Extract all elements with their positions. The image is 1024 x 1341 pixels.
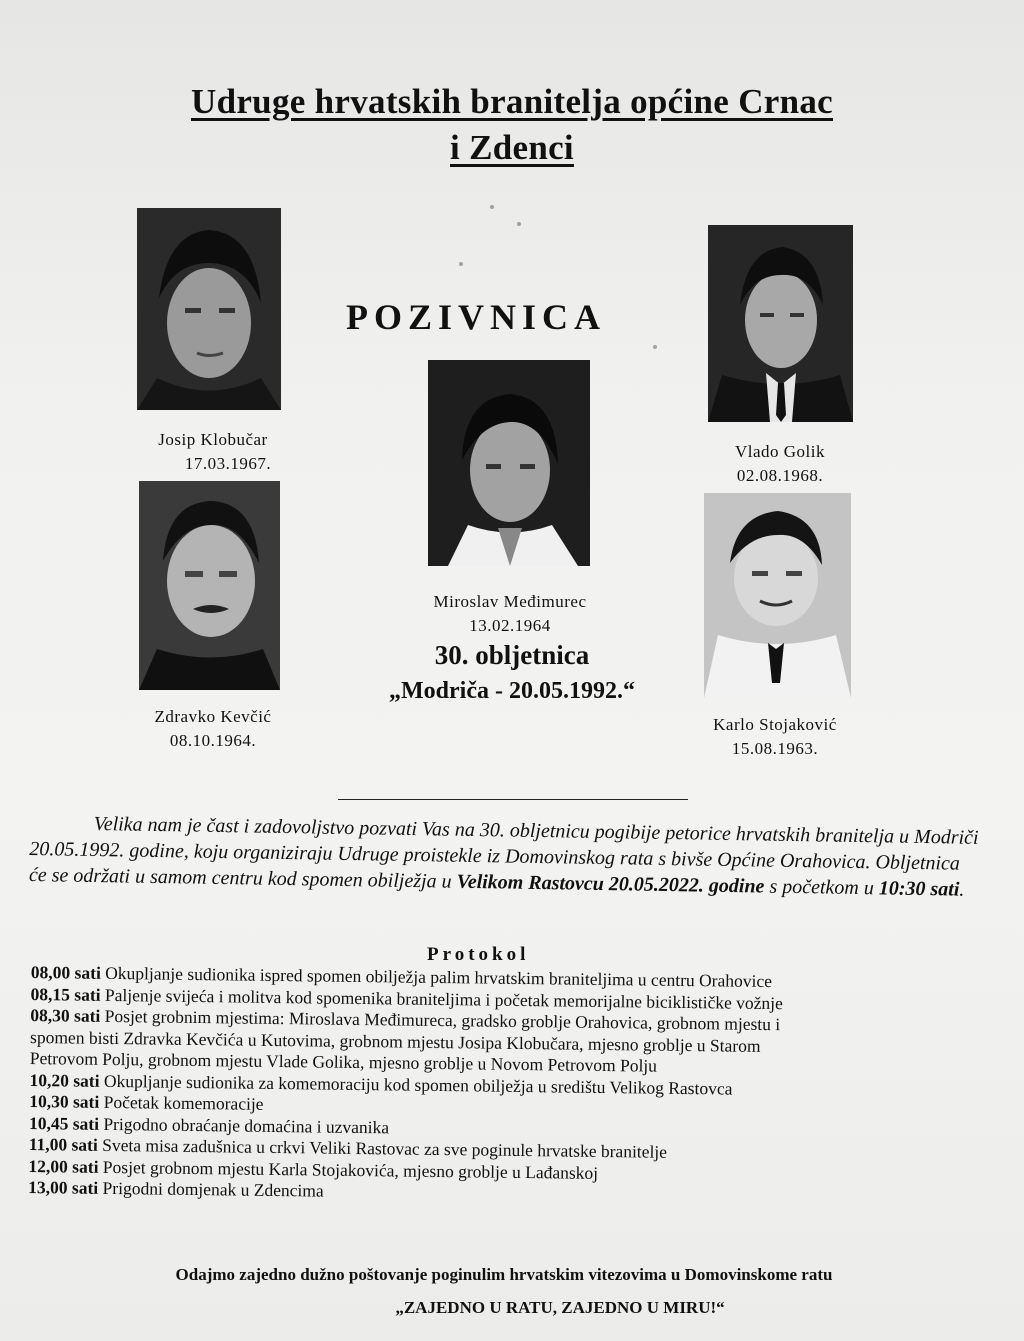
protocol-item: 10,30 sati Početak komemoracije: [29, 1090, 264, 1114]
person-name: Vlado Golik: [734, 442, 826, 461]
protocol-item: 11,00 sati Sveta misa zadušnica u crkvi Veliki Rastovac za sve poginule hrvatske branitelje: [28, 1133, 668, 1162]
organization-title-line1: Udruge hrvatskih branitelja općine Crnac: [191, 82, 833, 121]
anniversary-label: 30. obljetnica: [434, 640, 590, 670]
protocol-item: spomen bisti Zdravka Kevčića u Kutovima, grobnom mjestu Josipa Klobučara, mjesno groblje u Starom: [29, 1026, 761, 1056]
protocol-item: 13,00 sati Prigodni domjenak u Zdencima: [28, 1176, 324, 1201]
person-date: 02.08.1968.: [736, 466, 824, 485]
closing-line1: Odajmo zajedno dužno poštovanje poginulim hrvatskim vitezovima u Domovinskome ratu: [175, 1265, 833, 1284]
invitation-text: Velika nam je čast i zadovoljstvo pozvati Vas na 30. obljetnicu pogibije petorice hrvatskih branitelja u Modriči 20.05.1992. godine, koju organiziraju Udruge proistekle iz Domovinskog rata s bivše Općine Orahovica. Obljetnica će se održati u samom centru kod spomen obilježja u Velikom Rastovcu 20.05.2022. godine s početkom u 10:30 sati.: [28, 813, 979, 901]
person-date: 17.03.1967.: [184, 454, 272, 473]
person-date: 13.02.1964: [469, 616, 551, 635]
caption-zdravko-kevcic: [118, 705, 308, 753]
anniversary-subtitle: „Modriča - 20.05.1992.“: [389, 678, 635, 704]
protocol-heading: Protokol: [427, 944, 530, 965]
person-name: Josip Klobučar: [158, 430, 268, 449]
portrait-vlado-golik: [708, 225, 853, 422]
person-name: Karlo Stojaković: [713, 715, 837, 734]
caption-miroslav-medimurec: [390, 590, 630, 638]
person-name: Zdravko Kevčić: [154, 707, 272, 726]
invitation-heading: POZIVNICA: [346, 297, 607, 337]
caption-karlo-stojakovic: [670, 713, 880, 761]
person-name: Miroslav Međimurec: [433, 592, 587, 611]
person-date: 15.08.1963.: [731, 739, 819, 758]
protocol-item: Petrovom Polju, grobnom mjestu Vlade Golika, mjesno groblje u Novom Petrovom Polju: [29, 1047, 658, 1076]
portrait-miroslav-medimurec: [428, 360, 590, 566]
person-date: 08.10.1964.: [169, 731, 257, 750]
protocol-item: 08,00 sati Okupljanje sudionika ispred spomen obilježja palim hrvatskim braniteljima u centru Orahovice: [30, 962, 773, 992]
protocol-list: [28, 962, 991, 1210]
caption-josip-klobucar: [118, 428, 308, 476]
caption-vlado-golik: [690, 440, 870, 488]
protocol-item: 08,15 sati Paljenje svijeća i molitva kod spomenika braniteljima i početak memorijalne biciklističke vožnje: [30, 983, 783, 1013]
protocol-item: 08,30 sati Posjet grobnim mjestima: Miroslava Međimureca, gradsko groblje Orahovica, grobnom mjestu i: [30, 1004, 781, 1035]
protocol-item: 12,00 sati Posjet grobnom mjestu Karla Stojakovića, mjesno groblje u Lađanskoj: [28, 1155, 599, 1183]
divider-line: [338, 799, 688, 800]
protocol-item: 10,20 sati Okupljanje sudionika za komemoraciju kod spomen obilježja u središtu Velikog Rastovca: [29, 1069, 733, 1099]
protocol-item: 10,45 sati Prigodno obraćanje domaćina i uzvanika: [28, 1112, 390, 1137]
organization-title-line2: i Zdenci: [450, 128, 574, 167]
closing-line2: „ZAJEDNO U RATU, ZAJEDNO U MIRU!“: [395, 1298, 725, 1317]
portrait-josip-klobucar: [137, 208, 281, 410]
